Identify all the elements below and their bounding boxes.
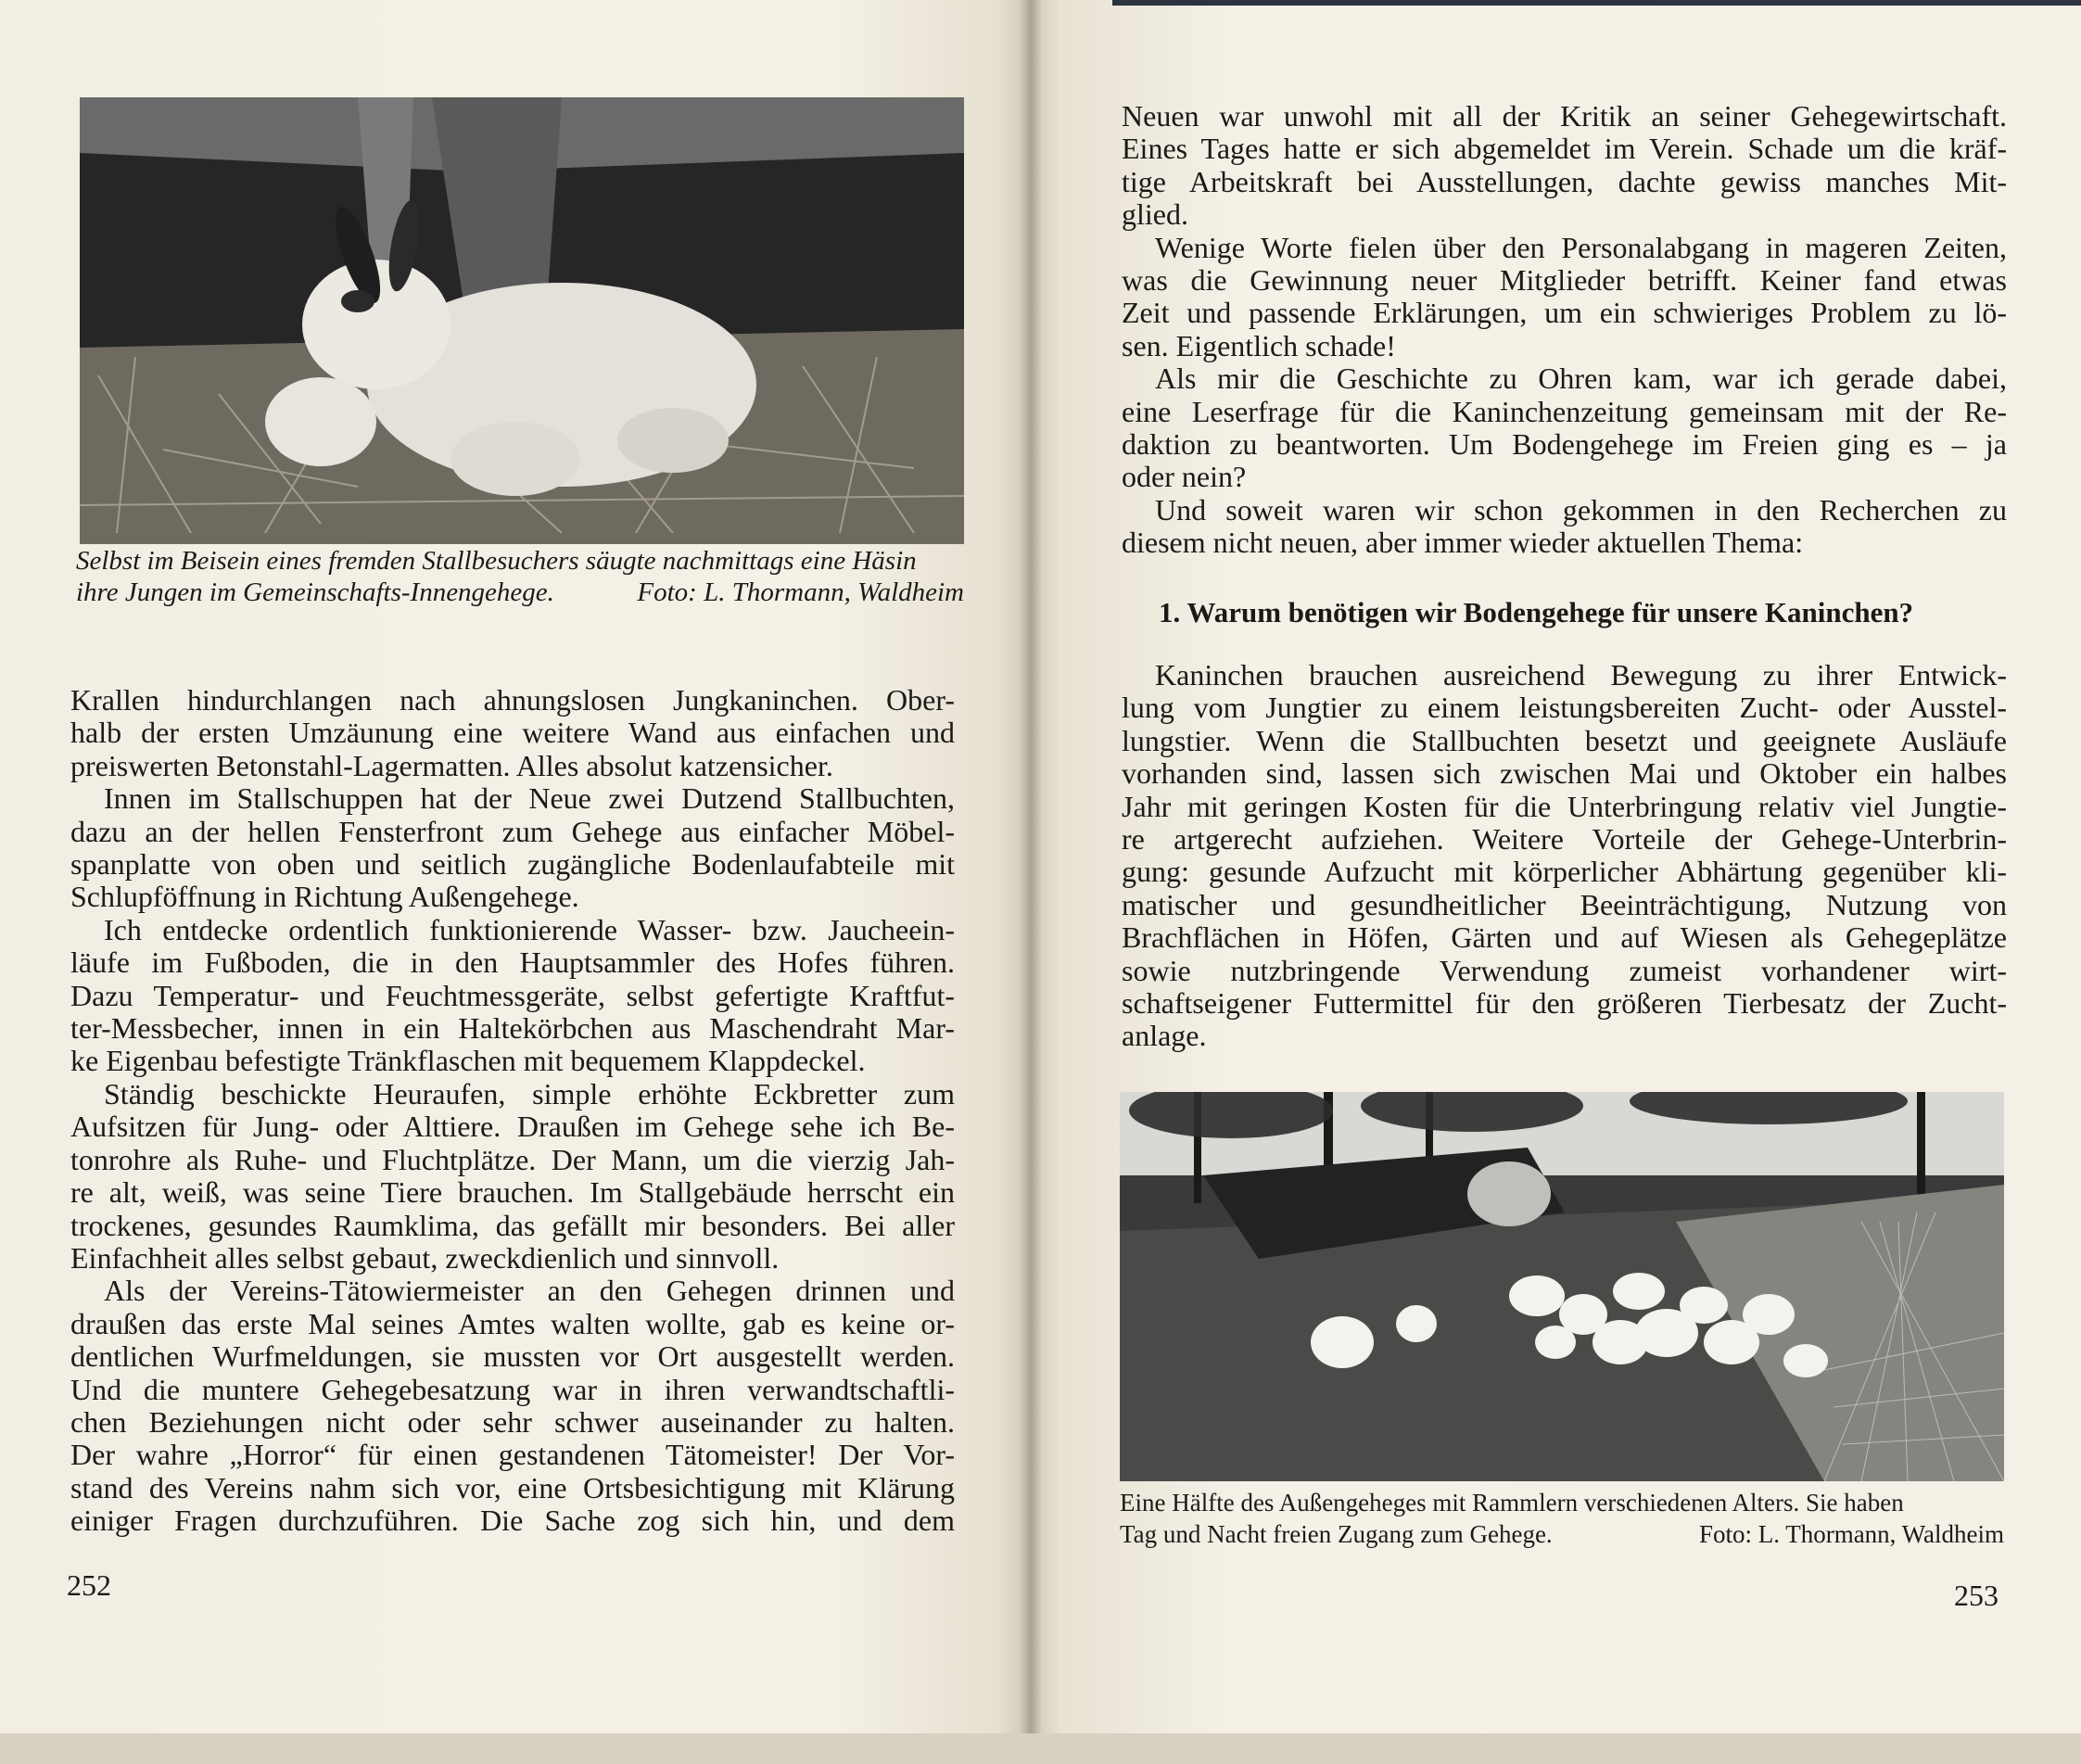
right-body-text-top <box>1122 100 2007 560</box>
photo-caption-left <box>76 545 964 608</box>
top-edge <box>1112 0 2081 6</box>
photo-credit: Foto: L. Thormann, Waldheim <box>637 577 964 607</box>
text-line: Dazu Temperatur- und Feuchtmessgeräte, selbst gefertigte Kraftfut- <box>70 978 955 1012</box>
text-line: Einfachheit alles selbst gebaut, zweckdienlich und sinnvoll. <box>70 1240 780 1275</box>
caption-line: ihre Jungen im Gemeinschafts-Innengehege. <box>76 577 554 607</box>
caption-line: Eine Hälfte des Außengeheges mit Rammlern verschiedenen Alters. Sie haben <box>1120 1489 1904 1517</box>
text-line: ke Eigenbau befestigte Tränkflaschen mit bequemem Klappdeckel. <box>70 1044 866 1078</box>
page-number-left: 252 <box>67 1568 111 1602</box>
text-line: glied. <box>1122 197 1188 232</box>
text-line: ter-Messbecher, innen in ein Haltekörbchen aus Maschendraht Mar- <box>70 1011 955 1046</box>
photo-caption-right <box>1120 1487 2004 1550</box>
text-line: Und soweit waren wir schon gekommen in den Recherchen zu <box>1155 492 2007 527</box>
book-gutter <box>1020 0 1042 1733</box>
text-line: lungstier. Wenn die Stallbuchten besetzt und geeignete Ausläufe <box>1122 723 2007 757</box>
text-line: re alt, weiß, was seine Tiere brauchen. Im Stallgebäude herrscht ein <box>70 1175 955 1210</box>
photo-rabbit-enclosure <box>1120 1092 2004 1481</box>
text-line: vorhanden sind, lassen sich zwischen Mai und Oktober ein halbes <box>1122 756 2007 791</box>
text-line: spanplatte von oben und seitlich zugängliche Bodenlaufabteile mit <box>70 847 955 882</box>
text-line: dazu an der hellen Fensterfront zum Gehege aus einfacher Möbel- <box>70 814 955 848</box>
text-line: Wenige Worte fielen über den Personalabgang in mageren Zeiten, <box>1155 230 2007 264</box>
bottom-edge <box>0 1733 2081 1764</box>
text-line: Ich entdecke ordentlich funktionierende Wasser- bzw. Jaucheein- <box>104 912 955 946</box>
text-line: was die Gewinnung neuer Mitglieder betrifft. Keiner fand etwas <box>1122 263 2007 298</box>
text-line: re artgerecht aufziehen. Weitere Vorteile der Gehege-Unterbrin- <box>1122 822 2007 857</box>
photo-rabbit-nursing <box>80 97 964 544</box>
text-line: gung: gesunde Aufzucht mit körperlicher Abhärtung gegenüber kli- <box>1122 855 2007 889</box>
text-line: Als mir die Geschichte zu Ohren kam, war ich gerade dabei, <box>1155 362 2007 396</box>
text-line: eine Leserfrage für die Kaninchenzeitung gemeinsam mit der Re- <box>1122 394 2007 428</box>
text-line: preiswerten Betonstahl-Lagermatten. Alles absolut katzensicher. <box>70 748 833 782</box>
text-line: Der wahre „Horror“ für einen gestandenen Tätomeister! Der Vor- <box>70 1438 955 1472</box>
text-line: einiger Fragen durchzuführen. Die Sache zog sich hin, und dem <box>70 1504 955 1538</box>
caption-line: Selbst im Beisein eines fremden Stallbesuchers säugte nachmittags eine Häsin <box>76 546 917 576</box>
text-line: lung vom Jungtier zu einem leistungsbereiten Zucht- oder Ausstel- <box>1122 691 2007 725</box>
text-line: Jahr mit geringen Kosten für die Unterbringung relativ viel Jungtie- <box>1122 789 2007 823</box>
text-line: stand des Vereins nahm sich vor, eine Ortsbesichtigung mit Klärung <box>70 1470 955 1504</box>
text-line: anlage. <box>1122 1019 1207 1053</box>
text-line: dentlichen Wurfmeldungen, sie mussten vor Ort ausgestellt werden. <box>70 1339 955 1374</box>
text-line: Und die muntere Gehegebesatzung war in ihren verwandtschaftli- <box>70 1372 955 1406</box>
text-line: trockenes, gesundes Raumklima, das gefällt mir besonders. Bei aller <box>70 1208 955 1242</box>
text-line: Zeit und passende Erklärungen, um ein schwieriges Problem zu lö- <box>1122 296 2007 330</box>
text-line: Kaninchen brauchen ausreichend Bewegung zu ihrer Entwick- <box>1155 658 2007 692</box>
text-line: schaftseigener Futtermittel für den größeren Tierbesatz der Zucht- <box>1122 986 2007 1021</box>
text-line: Als der Vereins-Tätowiermeister an den Gehegen drinnen und <box>104 1274 955 1308</box>
text-line: tige Arbeitskraft bei Ausstellungen, dachte gewiss manches Mit- <box>1122 164 2007 198</box>
text-line: Aufsitzen für Jung- oder Alttiere. Draußen im Gehege sehe ich Be- <box>70 1110 955 1144</box>
text-line: läufe im Fußboden, die in den Hauptsammler des Hofes führen. <box>70 945 955 980</box>
text-line: oder nein? <box>1122 460 1247 494</box>
left-body-text <box>70 684 955 1538</box>
text-line: diesem nicht neuen, aber immer wieder aktuellen Thema: <box>1122 526 1804 560</box>
text-line: Innen im Stallschuppen hat der Neue zwei Dutzend Stallbuchten, <box>104 781 955 816</box>
text-line: draußen das erste Mal seines Amtes walten wollte, gab es keine or- <box>70 1306 955 1340</box>
text-line: sowie nutzbringende Verwendung zumeist vorhandener wirt- <box>1122 953 2007 987</box>
text-line: halb der ersten Umzäunung eine weitere Wand aus einfachen und <box>70 716 955 750</box>
page-number-right: 253 <box>1954 1579 1999 1612</box>
text-line: matischer und gesundheitlicher Beeinträchtigung, Nutzung von <box>1122 887 2007 921</box>
caption-line: Tag und Nacht freien Zugang zum Gehege. <box>1120 1520 1553 1548</box>
section-heading: 1. Warum benötigen wir Bodengehege für unsere Kaninchen? <box>1159 596 1914 628</box>
photo-credit: Foto: L. Thormann, Waldheim <box>1698 1520 2004 1548</box>
text-line: Schlupföffnung in Richtung Außengehege. <box>70 880 579 914</box>
text-line: sen. Eigentlich schade! <box>1122 328 1396 362</box>
text-line: Krallen hindurchlangen nach ahnungslosen Jungkaninchen. Ober- <box>70 683 955 717</box>
text-line: daktion zu beantworten. Um Bodengehege im Freien ging es – ja <box>1122 427 2007 462</box>
text-line: tonrohre als Ruhe- und Fluchtplätze. Der Mann, um die vierzig Jah- <box>70 1142 955 1176</box>
text-line: chen Beziehungen nicht oder sehr schwer auseinander zu halten. <box>70 1404 955 1439</box>
text-line: Eines Tages hatte er sich abgemeldet im Verein. Schade um die kräf- <box>1122 132 2007 166</box>
right-body-text-mid <box>1122 659 2007 1053</box>
text-line: Neuen war unwohl mit all der Kritik an seiner Gehegewirtschaft. <box>1122 99 2007 133</box>
text-line: Brachflächen in Höfen, Gärten und auf Wiesen als Gehegeplätze <box>1122 920 2007 955</box>
text-line: Ständig beschickte Heuraufen, simple erhöhte Eckbretter zum <box>104 1076 955 1110</box>
